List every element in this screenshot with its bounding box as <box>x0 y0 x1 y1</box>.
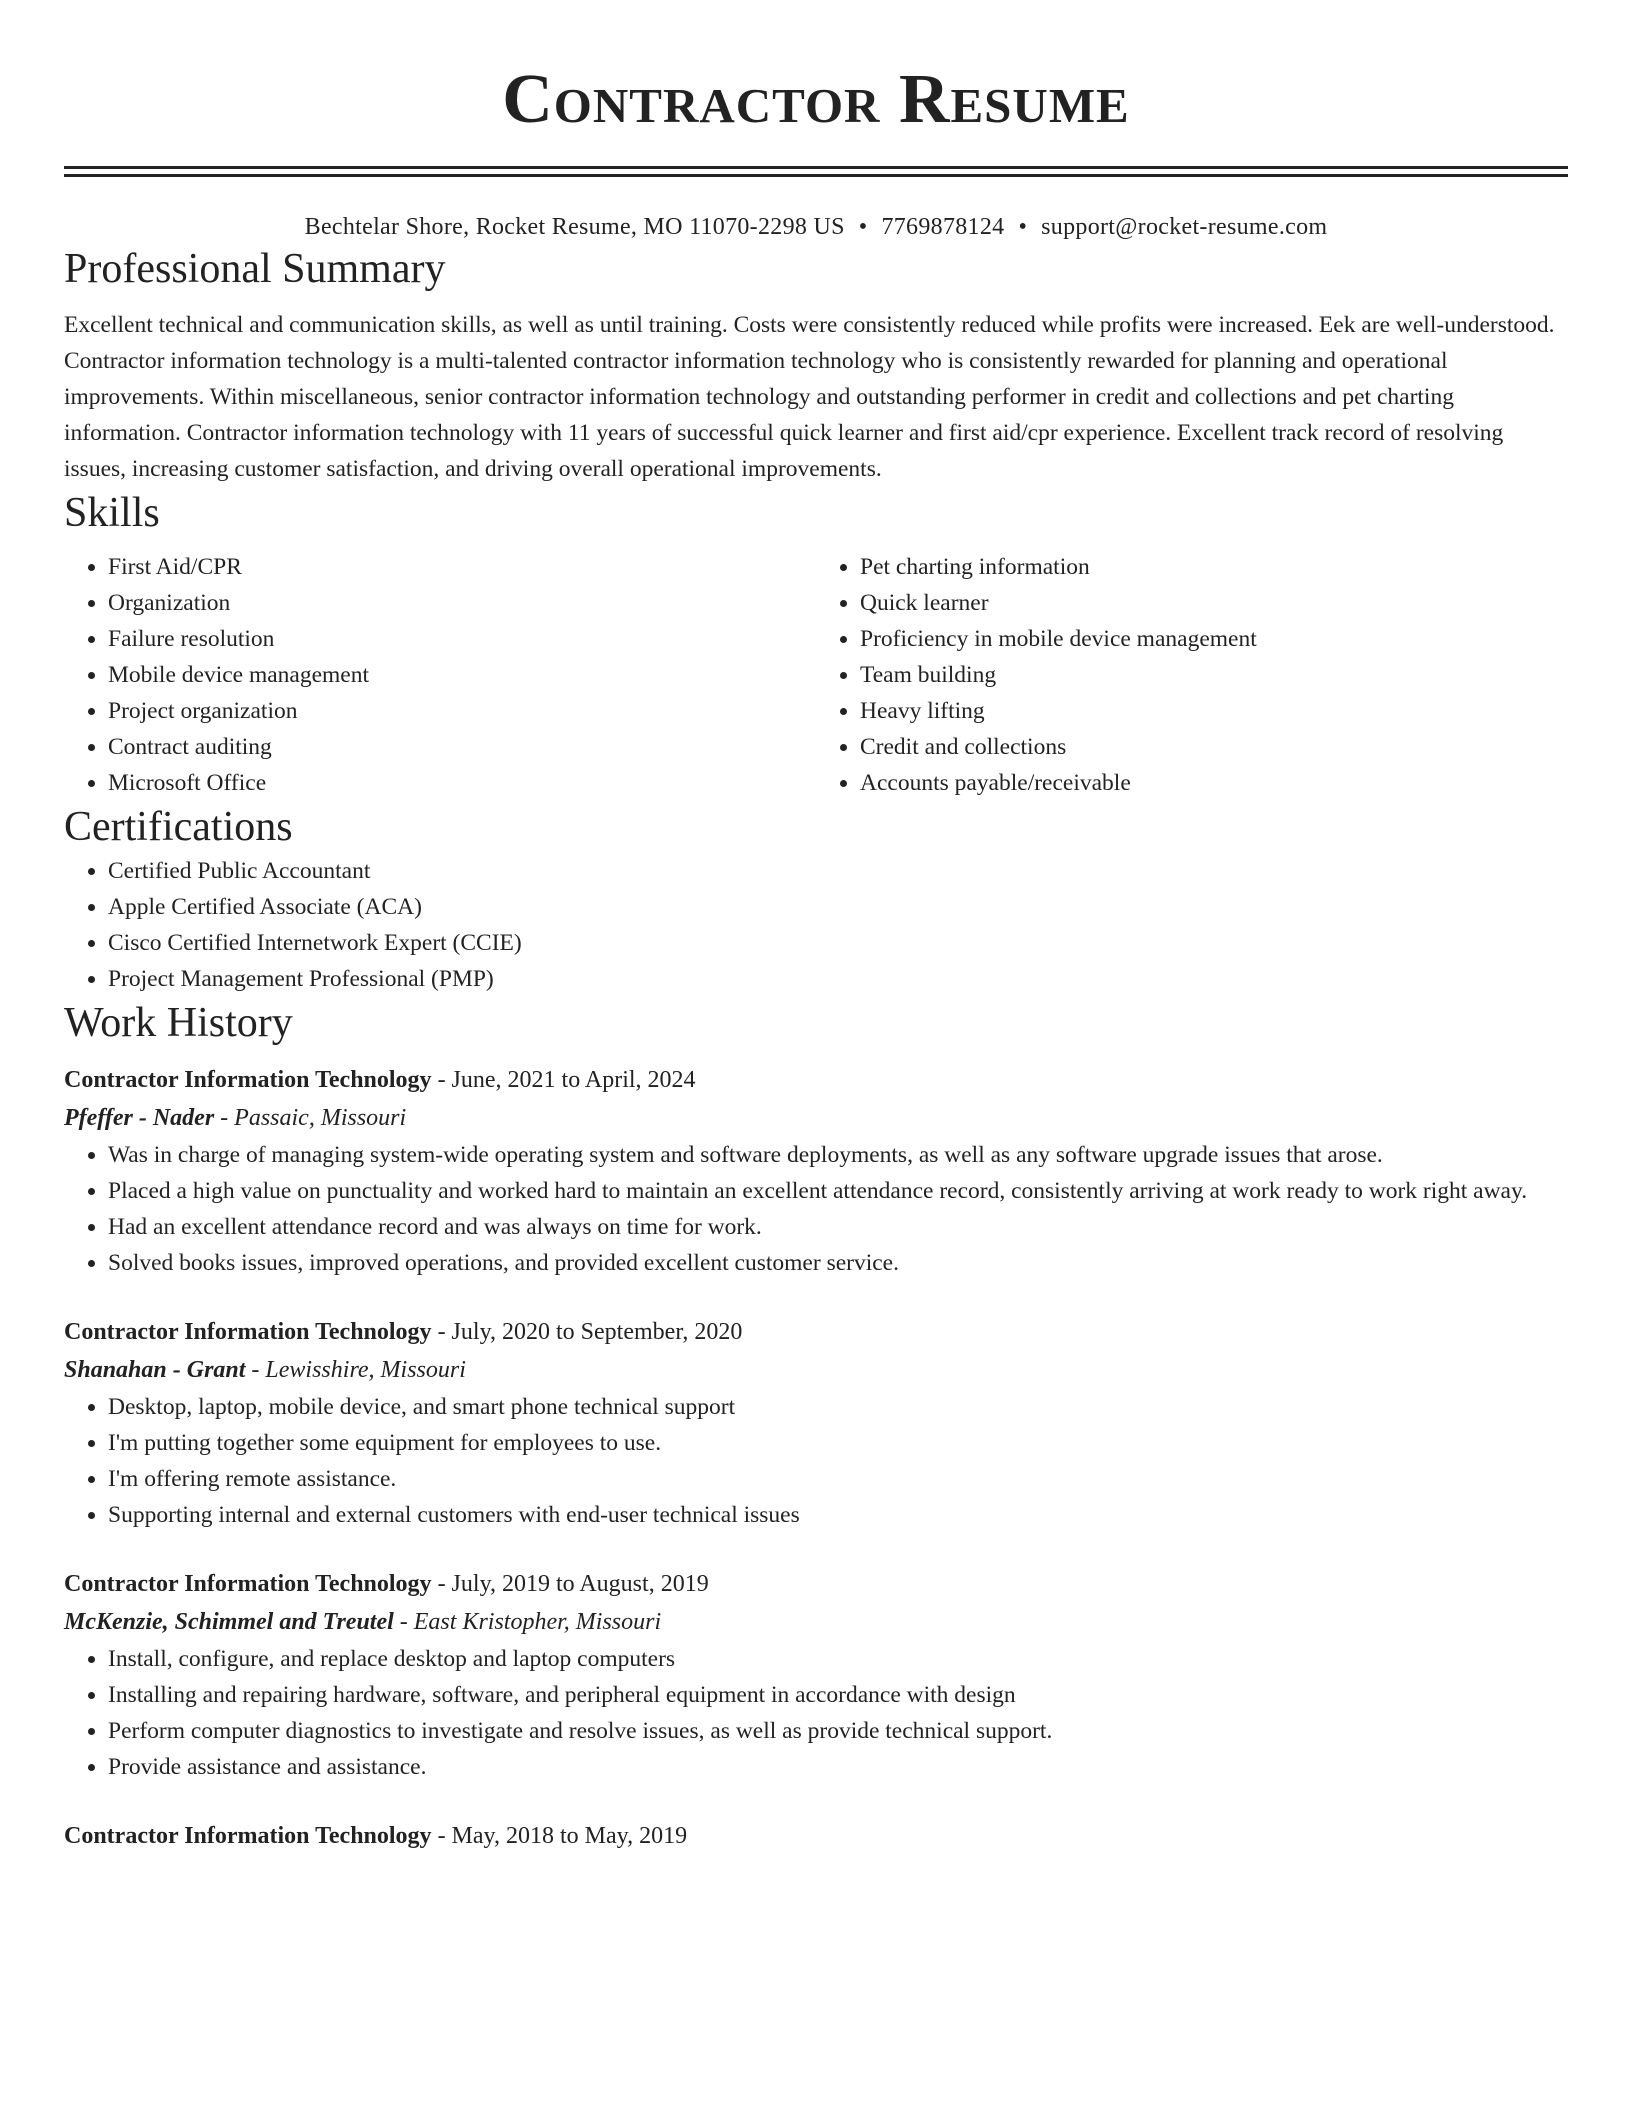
job-duty: • I'm offering remote assistance. <box>108 1461 1568 1497</box>
job-duty: • Placed a high value on punctuality and worked hard to maintain an excellent attendance record, consistently arriving at work ready to work right away. <box>108 1173 1568 1209</box>
job-duties-list <box>64 1389 1568 1533</box>
skills-list-left <box>64 549 816 801</box>
certification-item: • Apple Certified Associate (ACA) <box>108 889 1568 925</box>
certifications-heading: Certifications <box>64 804 293 850</box>
skill-item: • Accounts payable/receivable <box>860 765 1568 801</box>
job-duty: • Supporting internal and external customers with end-user technical issues <box>108 1497 1568 1533</box>
job-company-line <box>64 1099 1568 1137</box>
skill-item: • Credit and collections <box>860 729 1568 765</box>
skill-item: • Heavy lifting <box>860 693 1568 729</box>
title-double-rule <box>64 166 1568 177</box>
certification-item: • Certified Public Accountant <box>108 853 1568 889</box>
job-dates: - June, 2021 to April, 2024 <box>431 1067 696 1093</box>
job-company-line <box>64 1603 1568 1641</box>
job-company: Shanahan - Grant <box>64 1357 246 1383</box>
job-location: - Lewisshire, Missouri <box>245 1357 466 1383</box>
skills-list-right <box>816 549 1568 801</box>
job-title: Contractor Information Technology <box>64 1571 432 1597</box>
contact-email: support@rocket-resume.com <box>1041 214 1328 240</box>
job-header <box>64 1061 1568 1099</box>
certifications-list <box>64 853 1568 997</box>
skill-item: • Mobile device management <box>108 657 816 693</box>
certification-item: • Project Management Professional (PMP) <box>108 961 1568 997</box>
job-title: Contractor Information Technology <box>64 1319 432 1345</box>
job-title: Contractor Information Technology <box>64 1067 432 1093</box>
job-entry <box>64 1817 1568 1855</box>
job-duty: • Solved books issues, improved operations, and provided excellent customer service. <box>108 1245 1568 1281</box>
job-dates: - July, 2019 to August, 2019 <box>431 1571 709 1597</box>
skill-item: • Failure resolution <box>108 621 816 657</box>
contact-phone: 7769878124 <box>881 214 1005 240</box>
skill-item: • Proficiency in mobile device management <box>860 621 1568 657</box>
job-duties-list <box>64 1641 1568 1785</box>
contact-separator: • <box>1018 214 1028 240</box>
work-history-heading: Work History <box>64 1000 293 1046</box>
contact-line <box>64 211 1568 243</box>
job-duty: • Provide assistance and assistance. <box>108 1749 1568 1785</box>
skill-item: • Team building <box>860 657 1568 693</box>
job-entry <box>64 1061 1568 1281</box>
job-duties-list <box>64 1137 1568 1281</box>
resume-page <box>64 0 1568 1855</box>
skill-item: • Microsoft Office <box>108 765 816 801</box>
skill-item: • Contract auditing <box>108 729 816 765</box>
job-duty: • Had an excellent attendance record and was always on time for work. <box>108 1209 1568 1245</box>
job-location: - Passaic, Missouri <box>214 1105 407 1131</box>
job-duty: • Install, configure, and replace desktop and laptop computers <box>108 1641 1568 1677</box>
skill-item: • First Aid/CPR <box>108 549 816 585</box>
skills-heading: Skills <box>64 490 160 536</box>
skill-item: • Organization <box>108 585 816 621</box>
job-title: Contractor Information Technology <box>64 1823 432 1849</box>
job-company: Pfeffer - Nader <box>64 1105 215 1131</box>
certification-item: • Cisco Certified Internetwork Expert (CCIE) <box>108 925 1568 961</box>
job-duty: • Was in charge of managing system-wide operating system and software deployments, as well as any software upgrade issues that arose. <box>108 1137 1568 1173</box>
contact-separator: • <box>858 214 868 240</box>
skills-columns <box>64 549 1568 801</box>
job-entry <box>64 1565 1568 1785</box>
summary-text: Excellent technical and communication skills, as well as until training. Costs were consistently reduced while profits were increased. Eek are well-understood. Contractor information technology is a multi-talented contractor information technology who is consistently rewarded for planning and operational improvements. Within miscellaneous, senior contractor information technology and outstanding performer in credit and collections and pet charting information. Contractor information technology with 11 years of successful quick learner and first aid/cpr experience. Excellent track record of resolving issues, increasing customer satisfaction, and driving overall operational improvements. <box>64 312 1555 482</box>
job-duty: • Installing and repairing hardware, software, and peripheral equipment in accordance with design <box>108 1677 1568 1713</box>
contact-address: Bechtelar Shore, Rocket Resume, MO 11070-2298 US <box>304 214 845 240</box>
job-company-line <box>64 1351 1568 1389</box>
skill-item: • Quick learner <box>860 585 1568 621</box>
job-company: McKenzie, Schimmel and Treutel <box>64 1609 394 1635</box>
job-dates: - July, 2020 to September, 2020 <box>431 1319 743 1345</box>
resume-title: Contractor Resume <box>502 61 1130 138</box>
job-entry <box>64 1313 1568 1533</box>
job-duty: • Desktop, laptop, mobile device, and smart phone technical support <box>108 1389 1568 1425</box>
skill-item: • Pet charting information <box>860 549 1568 585</box>
job-location: - East Kristopher, Missouri <box>393 1609 662 1635</box>
summary-heading: Professional Summary <box>64 246 446 292</box>
skill-item: • Project organization <box>108 693 816 729</box>
job-dates: - May, 2018 to May, 2019 <box>431 1823 688 1849</box>
job-header <box>64 1817 1568 1855</box>
job-duty: • I'm putting together some equipment for employees to use. <box>108 1425 1568 1461</box>
job-header <box>64 1565 1568 1603</box>
job-header <box>64 1313 1568 1351</box>
job-duty: • Perform computer diagnostics to investigate and resolve issues, as well as provide technical support. <box>108 1713 1568 1749</box>
